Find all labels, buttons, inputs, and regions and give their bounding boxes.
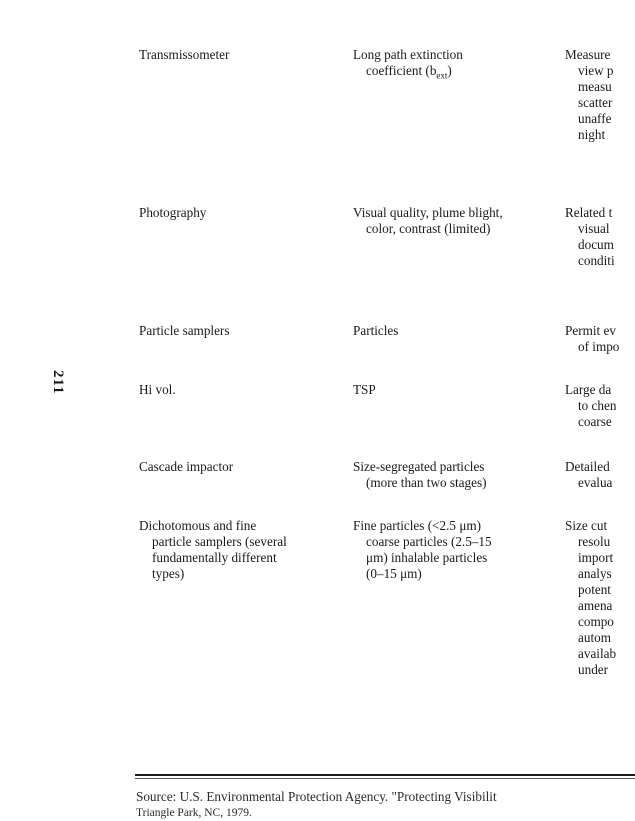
table-bottom-rule-thin (135, 778, 635, 779)
remarks-line: of impo (578, 339, 620, 354)
remarks-line: conditi (578, 253, 615, 268)
remarks-line: Detailed (565, 459, 610, 474)
remarks-line: potent (578, 582, 611, 597)
measures-line: Fine particles (<2.5 μm) (353, 518, 482, 533)
measures-cell (353, 205, 503, 237)
measures-line: μm) inhalable particles (366, 550, 488, 565)
remarks-line: scatter (578, 95, 613, 110)
remarks-line: unaffe (578, 111, 612, 126)
remarks-line: coarse (578, 414, 612, 429)
measures-cell (353, 518, 492, 582)
instrument-line: particle samplers (several (152, 534, 287, 549)
instrument-line: Cascade impactor (139, 459, 234, 474)
remarks-cell (565, 47, 614, 143)
measures-cell (353, 459, 486, 491)
instrument-cell (139, 205, 206, 221)
remarks-line: to chen (578, 398, 617, 413)
instrument-line: Photography (139, 205, 207, 220)
remarks-line: Large da (565, 382, 612, 397)
remarks-line: night (578, 127, 606, 142)
measures-cell (353, 47, 463, 79)
remarks-line: Permit ev (565, 323, 616, 338)
remarks-cell (565, 518, 616, 678)
measures-line: (0–15 μm) (366, 566, 422, 581)
measures-line: Particles (353, 323, 399, 338)
remarks-line: compo (578, 614, 614, 629)
instrument-line: Hi vol. (139, 382, 176, 397)
instrument-cell (139, 459, 233, 475)
measures-line: (more than two stages) (366, 475, 487, 490)
instrument-line: Transmissometer (139, 47, 230, 62)
instrument-cell (139, 47, 229, 63)
source-line: Triangle Park, NC, 1979. (136, 807, 252, 819)
instrument-line: types) (152, 566, 185, 581)
remarks-cell (565, 205, 615, 269)
measures-line: Size-segregated particles (353, 459, 485, 474)
remarks-cell (565, 323, 619, 355)
remarks-line: resolu (578, 534, 611, 549)
remarks-line: Related t (565, 205, 613, 220)
measures-line: coarse particles (2.5–15 (366, 534, 492, 549)
measures-line: color, contrast (limited) (366, 221, 491, 236)
remarks-line: Measure (565, 47, 611, 62)
remarks-line: evalua (578, 475, 613, 490)
instrument-cell (139, 518, 287, 582)
remarks-line: measu (578, 79, 612, 94)
remarks-line: amena (578, 598, 613, 613)
remarks-line: visual (578, 221, 610, 236)
remarks-line: under (578, 662, 609, 677)
remarks-line: autom (578, 630, 611, 645)
instrument-line: Particle samplers (139, 323, 230, 338)
instrument-line: Dichotomous and fine (139, 518, 257, 533)
remarks-line: Size cut (565, 518, 608, 533)
remarks-line: view p (578, 63, 614, 78)
remarks-line: docum (578, 237, 614, 252)
remarks-line: availab (578, 646, 617, 661)
remarks-cell (565, 459, 612, 491)
measures-line: TSP (353, 382, 376, 397)
page-number: 211 (50, 370, 66, 395)
measures-cell (353, 323, 398, 339)
measures-cell (353, 382, 376, 398)
source-line: Source: U.S. Environmental Protection Agency. "Protecting Visibilit (136, 789, 497, 804)
measures-line: Visual quality, plume blight, (353, 205, 503, 220)
measures-line: coefficient $(b_{ext})$ (366, 63, 452, 81)
remarks-cell (565, 382, 616, 430)
table-bottom-rule (135, 774, 635, 776)
instrument-line: fundamentally different (152, 550, 277, 565)
remarks-line: analys (578, 566, 612, 581)
measures-line: Long path extinction (353, 47, 463, 62)
remarks-line: import (578, 550, 614, 565)
instrument-cell (139, 382, 176, 398)
source-note (136, 789, 497, 821)
instrument-cell (139, 323, 229, 339)
